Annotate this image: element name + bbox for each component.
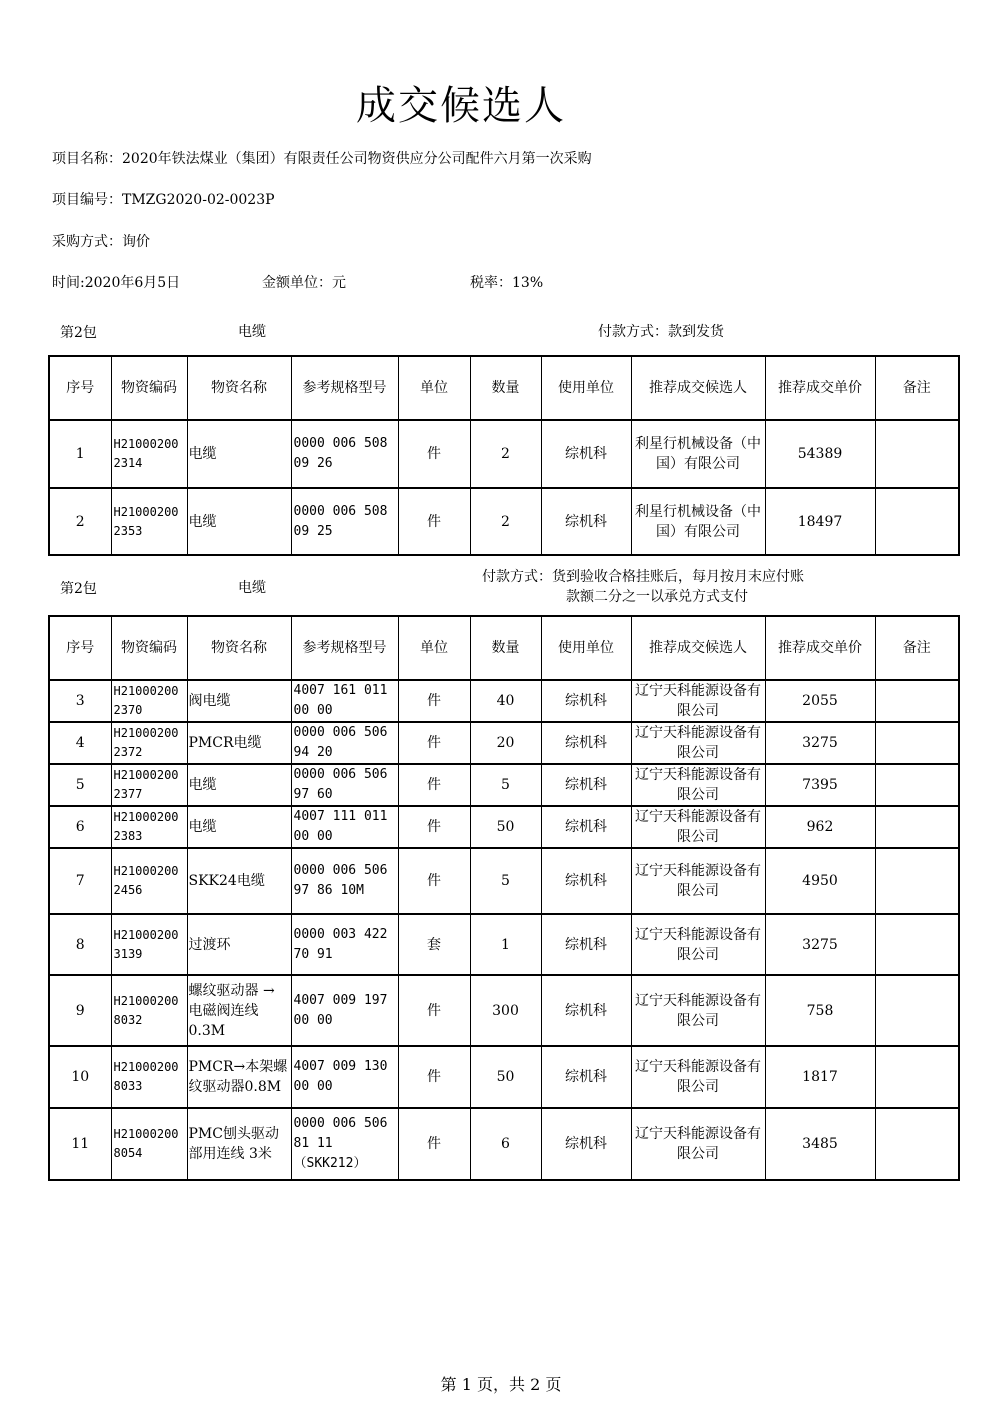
header-cell: 使用单位 bbox=[541, 616, 631, 680]
recommended-vendor: 辽宁天科能源设备有限公司 bbox=[631, 722, 765, 764]
section1-category: 电缆 bbox=[238, 324, 266, 340]
remarks bbox=[875, 806, 959, 848]
header-cell: 推荐成交候选人 bbox=[631, 356, 765, 420]
unit: 件 bbox=[398, 1046, 470, 1108]
row-number: 9 bbox=[49, 975, 111, 1046]
material-name: 电缆 bbox=[187, 806, 291, 848]
header-cell: 数量 bbox=[470, 616, 541, 680]
quantity: 1 bbox=[470, 914, 541, 975]
recommended-price: 4950 bbox=[765, 848, 875, 914]
quantity: 300 bbox=[470, 975, 541, 1046]
quantity: 5 bbox=[470, 848, 541, 914]
tax-rate: 税率：13% bbox=[470, 275, 544, 291]
spec-model: 0000 006 506 97 60 bbox=[291, 764, 398, 806]
row-number: 5 bbox=[49, 764, 111, 806]
material-name: PMC刨头驱动部用连线 3米 bbox=[187, 1108, 291, 1180]
header-cell: 物资名称 bbox=[187, 356, 291, 420]
section2-payment bbox=[482, 567, 804, 607]
unit: 套 bbox=[398, 914, 470, 975]
spec-model: 0000 006 508 09 26 bbox=[291, 420, 398, 488]
recommended-vendor: 辽宁天科能源设备有限公司 bbox=[631, 1108, 765, 1180]
spec-model: 4007 009 197 00 00 bbox=[291, 975, 398, 1046]
user-dept: 综机科 bbox=[541, 1046, 631, 1108]
row-number: 2 bbox=[49, 488, 111, 555]
remarks bbox=[875, 1108, 959, 1180]
spec-model: 0000 006 506 81 11 （SKK212） bbox=[291, 1108, 398, 1180]
table-row bbox=[49, 722, 959, 764]
row-number: 3 bbox=[49, 680, 111, 722]
recommended-vendor: 辽宁天科能源设备有限公司 bbox=[631, 848, 765, 914]
table-row bbox=[49, 680, 959, 722]
spec-model: 4007 111 011 00 00 bbox=[291, 806, 398, 848]
quantity: 50 bbox=[470, 806, 541, 848]
table-row bbox=[49, 848, 959, 914]
user-dept: 综机科 bbox=[541, 975, 631, 1046]
remarks bbox=[875, 764, 959, 806]
unit: 件 bbox=[398, 1108, 470, 1180]
recommended-price: 2055 bbox=[765, 680, 875, 722]
spec-model: 4007 009 130 00 00 bbox=[291, 1046, 398, 1108]
header-cell: 参考规格型号 bbox=[291, 356, 398, 420]
material-name: 过渡环 bbox=[187, 914, 291, 975]
header-cell: 物资编码 bbox=[111, 356, 187, 420]
recommended-vendor: 辽宁天科能源设备有限公司 bbox=[631, 914, 765, 975]
material-name: 电缆 bbox=[187, 488, 291, 555]
section2-payment-line1: 付款方式：货到验收合格挂账后，每月按月末应付账 bbox=[482, 569, 804, 585]
table-header-row bbox=[49, 356, 959, 420]
recommended-vendor: 辽宁天科能源设备有限公司 bbox=[631, 764, 765, 806]
recommended-price: 1817 bbox=[765, 1046, 875, 1108]
user-dept: 综机科 bbox=[541, 848, 631, 914]
row-number: 6 bbox=[49, 806, 111, 848]
user-dept: 综机科 bbox=[541, 806, 631, 848]
user-dept: 综机科 bbox=[541, 1108, 631, 1180]
recommended-price: 3275 bbox=[765, 722, 875, 764]
section1-package: 第2包 bbox=[60, 325, 97, 341]
unit: 件 bbox=[398, 680, 470, 722]
unit: 件 bbox=[398, 848, 470, 914]
section1-payment: 付款方式：款到发货 bbox=[598, 324, 724, 340]
recommended-price: 3275 bbox=[765, 914, 875, 975]
row-number: 1 bbox=[49, 420, 111, 488]
row-number: 8 bbox=[49, 914, 111, 975]
remarks bbox=[875, 975, 959, 1046]
spec-model: 4007 161 011 00 00 bbox=[291, 680, 398, 722]
material-code: H210002002314 bbox=[111, 420, 187, 488]
header-cell: 推荐成交单价 bbox=[765, 356, 875, 420]
section2-category: 电缆 bbox=[238, 580, 266, 596]
section2-payment-line2: 款额二分之一以承兑方式支付 bbox=[566, 589, 748, 605]
header-cell: 备注 bbox=[875, 616, 959, 680]
unit: 件 bbox=[398, 806, 470, 848]
purchase-method: 采购方式：询价 bbox=[52, 234, 150, 250]
remarks bbox=[875, 420, 959, 488]
header-cell: 物资编码 bbox=[111, 616, 187, 680]
material-name: SKK24电缆 bbox=[187, 848, 291, 914]
recommended-vendor: 辽宁天科能源设备有限公司 bbox=[631, 1046, 765, 1108]
table-row bbox=[49, 914, 959, 975]
user-dept: 综机科 bbox=[541, 488, 631, 555]
recommended-price: 962 bbox=[765, 806, 875, 848]
spec-model: 0000 003 422 70 91 bbox=[291, 914, 398, 975]
unit: 件 bbox=[398, 420, 470, 488]
project-code: 项目编号：TMZG2020-02-0023P bbox=[52, 192, 275, 208]
table-row bbox=[49, 764, 959, 806]
project-name: 项目名称：2020年铁法煤业（集团）有限责任公司物资供应分公司配件六月第一次采购 bbox=[52, 151, 592, 167]
header-cell: 参考规格型号 bbox=[291, 616, 398, 680]
unit: 件 bbox=[398, 488, 470, 555]
recommended-vendor: 辽宁天科能源设备有限公司 bbox=[631, 975, 765, 1046]
header-cell: 推荐成交单价 bbox=[765, 616, 875, 680]
material-code: H210002008032 bbox=[111, 975, 187, 1046]
remarks bbox=[875, 914, 959, 975]
spec-model: 0000 006 508 09 25 bbox=[291, 488, 398, 555]
material-code: H210002002456 bbox=[111, 848, 187, 914]
recommended-vendor: 利星行机械设备（中国）有限公司 bbox=[631, 420, 765, 488]
page-footer: 第 1 页，共 2 页 bbox=[440, 1375, 562, 1394]
recommended-price: 7395 bbox=[765, 764, 875, 806]
table-row bbox=[49, 420, 959, 488]
header-cell: 物资名称 bbox=[187, 616, 291, 680]
material-name: PMCR→本架螺纹驱动器0.8M bbox=[187, 1046, 291, 1108]
section2-package: 第2包 bbox=[60, 581, 97, 597]
header-cell: 序号 bbox=[49, 616, 111, 680]
material-code: H210002002370 bbox=[111, 680, 187, 722]
unit: 件 bbox=[398, 975, 470, 1046]
row-number: 4 bbox=[49, 722, 111, 764]
row-number: 11 bbox=[49, 1108, 111, 1180]
table-row bbox=[49, 806, 959, 848]
recommended-vendor: 利星行机械设备（中国）有限公司 bbox=[631, 488, 765, 555]
quantity: 20 bbox=[470, 722, 541, 764]
user-dept: 综机科 bbox=[541, 722, 631, 764]
recommended-price: 54389 bbox=[765, 420, 875, 488]
unit: 件 bbox=[398, 722, 470, 764]
row-number: 10 bbox=[49, 1046, 111, 1108]
quantity: 50 bbox=[470, 1046, 541, 1108]
material-code: H210002003139 bbox=[111, 914, 187, 975]
material-name: PMCR电缆 bbox=[187, 722, 291, 764]
material-name: 电缆 bbox=[187, 420, 291, 488]
material-code: H210002002383 bbox=[111, 806, 187, 848]
quantity: 5 bbox=[470, 764, 541, 806]
header-cell: 备注 bbox=[875, 356, 959, 420]
unit: 件 bbox=[398, 764, 470, 806]
quantity: 2 bbox=[470, 420, 541, 488]
header-cell: 使用单位 bbox=[541, 356, 631, 420]
header-cell: 序号 bbox=[49, 356, 111, 420]
table-row bbox=[49, 1108, 959, 1180]
table-row bbox=[49, 488, 959, 555]
row-number: 7 bbox=[49, 848, 111, 914]
spec-model: 0000 006 506 94 20 bbox=[291, 722, 398, 764]
candidate-table-1 bbox=[48, 355, 960, 556]
material-code: H210002002353 bbox=[111, 488, 187, 555]
remarks bbox=[875, 680, 959, 722]
recommended-price: 18497 bbox=[765, 488, 875, 555]
time: 时间:2020年6月5日 bbox=[52, 275, 181, 291]
recommended-vendor: 辽宁天科能源设备有限公司 bbox=[631, 680, 765, 722]
material-code: H210002008033 bbox=[111, 1046, 187, 1108]
material-name: 阀电缆 bbox=[187, 680, 291, 722]
currency-unit: 金额单位：元 bbox=[262, 275, 346, 291]
quantity: 6 bbox=[470, 1108, 541, 1180]
header-cell: 单位 bbox=[398, 356, 470, 420]
candidate-table-2 bbox=[48, 615, 960, 1181]
recommended-price: 3485 bbox=[765, 1108, 875, 1180]
header-cell: 数量 bbox=[470, 356, 541, 420]
remarks bbox=[875, 848, 959, 914]
page-title: 成交候选人 bbox=[356, 83, 566, 129]
material-code: H210002002372 bbox=[111, 722, 187, 764]
recommended-vendor: 辽宁天科能源设备有限公司 bbox=[631, 806, 765, 848]
user-dept: 综机科 bbox=[541, 764, 631, 806]
table-row bbox=[49, 1046, 959, 1108]
material-code: H210002002377 bbox=[111, 764, 187, 806]
user-dept: 综机科 bbox=[541, 680, 631, 722]
material-name: 螺纹驱动器 → 电磁阀连线0.3M bbox=[187, 975, 291, 1046]
table-row bbox=[49, 975, 959, 1046]
header-cell: 单位 bbox=[398, 616, 470, 680]
quantity: 2 bbox=[470, 488, 541, 555]
remarks bbox=[875, 1046, 959, 1108]
header-cell: 推荐成交候选人 bbox=[631, 616, 765, 680]
user-dept: 综机科 bbox=[541, 914, 631, 975]
remarks bbox=[875, 488, 959, 555]
material-code: H210002008054 bbox=[111, 1108, 187, 1180]
user-dept: 综机科 bbox=[541, 420, 631, 488]
material-name: 电缆 bbox=[187, 764, 291, 806]
recommended-price: 758 bbox=[765, 975, 875, 1046]
remarks bbox=[875, 722, 959, 764]
quantity: 40 bbox=[470, 680, 541, 722]
spec-model: 0000 006 506 97 86 10M bbox=[291, 848, 398, 914]
table-header-row bbox=[49, 616, 959, 680]
